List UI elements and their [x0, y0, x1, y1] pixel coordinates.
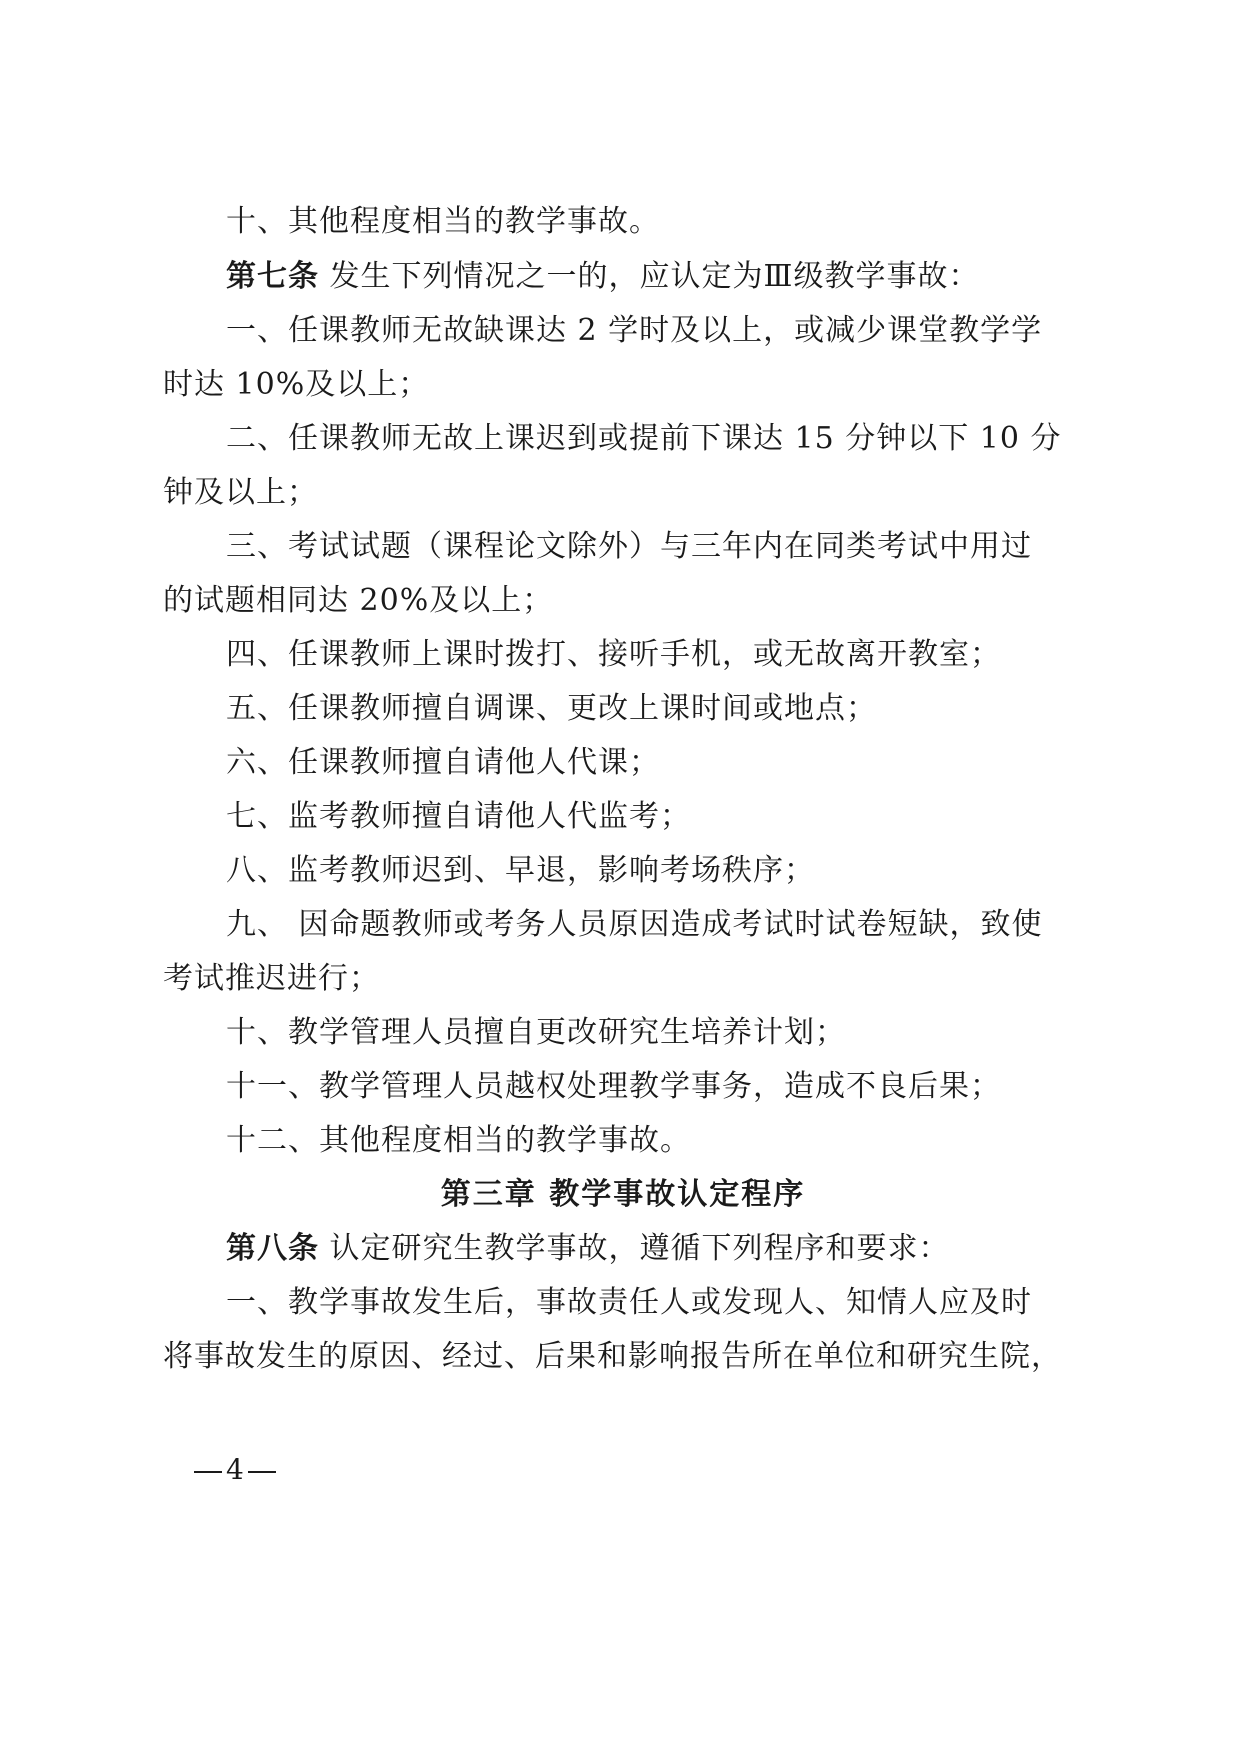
- paragraph-line: 时达 10%及以上；: [163, 367, 430, 402]
- paragraph-line: 五、任课教师擅自调课、更改上课时间或地点；: [226, 691, 877, 726]
- article-label: 第八条: [226, 1231, 319, 1266]
- page-number: [190, 1452, 280, 1488]
- chapter-title: 第三章 教学事故认定程序: [440, 1177, 806, 1212]
- paragraph-line: 六、任课教师擅自请他人代课；: [226, 745, 660, 780]
- article-8-heading: [226, 1229, 1146, 1269]
- paragraph-line: 二、任课教师无故上课迟到或提前下课达 15 分钟以下 10 分: [226, 421, 1062, 456]
- dash-right: [248, 1471, 276, 1473]
- paragraph-line: 八、监考教师迟到、早退，影响考场秩序；: [226, 853, 815, 888]
- paragraph-line: 九、 因命题教师或考务人员原因造成考试时试卷短缺，致使: [226, 907, 1043, 942]
- paragraph-line: 一、任课教师无故缺课达 2 学时及以上，或减少课堂教学学: [226, 313, 1043, 348]
- article-text: 认定研究生教学事故，遵循下列程序和要求：: [319, 1231, 950, 1266]
- paragraph-line: 十一、教学管理人员越权处理教学事务，造成不良后果；: [226, 1069, 1001, 1104]
- paragraph-line: 七、监考教师擅自请他人代监考；: [226, 799, 691, 834]
- paragraph-line: 的试题相同达 20%及以上；: [163, 583, 554, 618]
- paragraph-line: 考试推迟进行；: [163, 961, 380, 996]
- article-7-heading: [226, 257, 1146, 297]
- paragraph-line: 十二、其他程度相当的教学事故。: [226, 1123, 691, 1158]
- paragraph-line: 三、考试试题（课程论文除外）与三年内在同类考试中用过: [226, 529, 1032, 564]
- paragraph-line: 十、其他程度相当的教学事故。: [226, 204, 660, 239]
- paragraph-line: 将事故发生的原因、经过、后果和影响报告所在单位和研究生院，: [163, 1339, 1062, 1374]
- paragraph-line: 十、教学管理人员擅自更改研究生培养计划；: [226, 1015, 846, 1050]
- paragraph-line: 四、任课教师上课时拨打、接听手机，或无故离开教室；: [226, 637, 1001, 672]
- article-label: 第七条: [226, 259, 319, 294]
- article-text: 发生下列情况之一的，应认定为Ⅲ级教学事故：: [319, 259, 980, 294]
- paragraph-line: 一、教学事故发生后，事故责任人或发现人、知情人应及时: [226, 1285, 1032, 1320]
- dash-left: [194, 1471, 222, 1473]
- paragraph-line: 钟及以上；: [163, 475, 318, 510]
- page-number-value: 4: [226, 1453, 244, 1486]
